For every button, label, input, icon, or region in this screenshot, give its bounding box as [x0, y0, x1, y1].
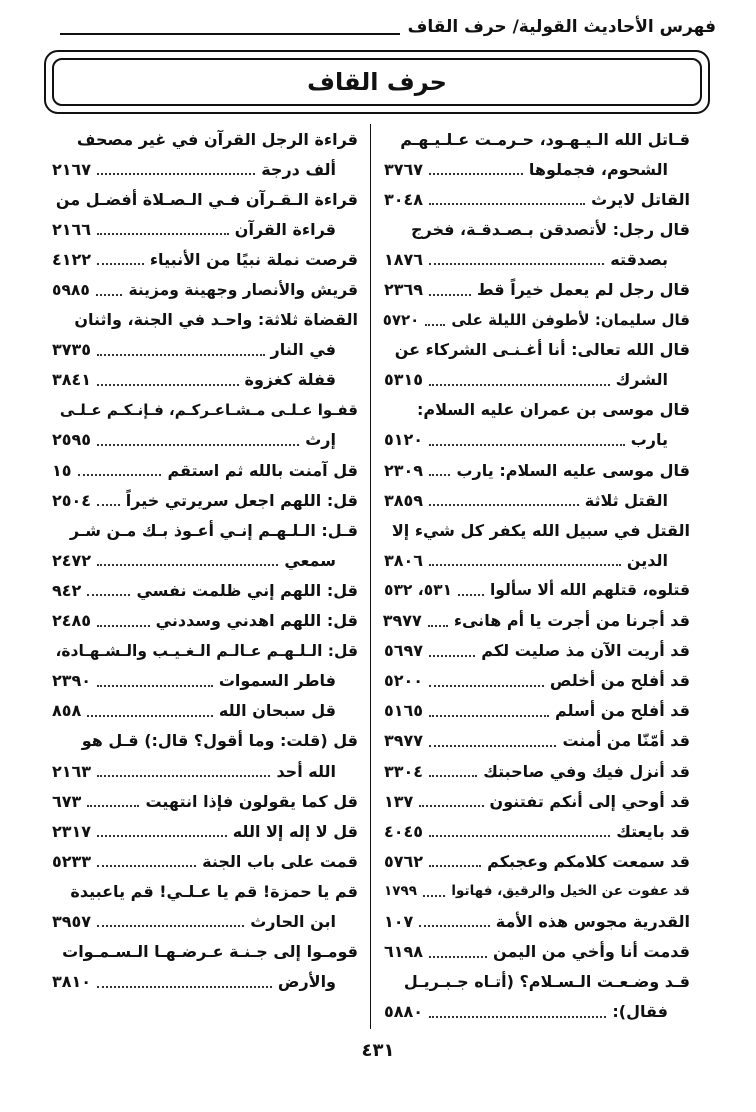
entry-text: الشرك: [615, 370, 668, 390]
entry-number: ٢٤٧٢: [52, 550, 92, 570]
entry-text: قل (قلت: وما أقول؟ قال:) قـل هو: [81, 731, 358, 751]
leader-dots: [458, 584, 484, 596]
leader-dots: [429, 554, 621, 566]
leader-dots: [97, 163, 255, 175]
entry-number: ٢٣٩٠: [52, 671, 92, 691]
entry-number: ٣٩٧٧: [382, 611, 422, 631]
entry-text: قـل: الـلـهـم إنـي أعـوذ بـك مـن شـر: [69, 520, 358, 540]
index-line: [384, 244, 690, 274]
entry-text: قد أنزل فيك وفي صاحبتك: [483, 761, 690, 781]
leader-dots: [87, 795, 139, 807]
entry-number: ١٨٧٦: [384, 249, 424, 269]
entry-number: ٦٧٣: [52, 791, 82, 811]
entry-number: ١٣٧: [384, 791, 414, 811]
entry-text: قال موسى بن عمران عليه السلام:: [417, 400, 690, 420]
entry-number: ٢٣٠٩: [384, 460, 424, 480]
leader-dots: [429, 434, 625, 446]
entry-number: ٥١٢٠: [384, 430, 424, 450]
entry-text: الشحوم، فجملوها: [528, 159, 668, 179]
running-header: [60, 12, 716, 42]
index-line: [384, 335, 690, 365]
entry-number: ١٧٩٩: [384, 883, 417, 900]
leader-dots: [429, 374, 610, 386]
entry-text: قد أفلح من أخلص: [549, 671, 690, 691]
entry-text: قل: اللهم اهدني وسددني: [155, 611, 358, 631]
entry-text: والأرض: [277, 972, 336, 992]
entry-text: قد عفوت عن الخيل والرقيق، فهاتوا: [451, 883, 690, 900]
index-line: [384, 184, 690, 214]
entry-number: ٣٩٥٧: [52, 911, 92, 931]
index-line: [52, 545, 358, 575]
index-line: [52, 906, 358, 936]
leader-dots: [97, 374, 238, 386]
leader-dots: [429, 1006, 606, 1018]
entry-text: قل: اللهم إني ظلمت نفسي: [136, 580, 358, 600]
entry-text: قـد وضـعـت الـسـلام؟ (أتـاه جـبـريـل: [403, 972, 690, 992]
index-line: [52, 455, 358, 485]
leader-dots: [97, 825, 227, 837]
index-line: [384, 545, 690, 575]
leader-dots: [97, 855, 196, 867]
index-line: [384, 124, 690, 154]
index-line: [384, 756, 690, 786]
leader-dots: [425, 314, 445, 326]
leader-dots: [97, 976, 272, 988]
index-line: [384, 816, 690, 846]
index-line: [384, 425, 690, 455]
index-line: [384, 515, 690, 545]
leader-dots: [97, 253, 144, 265]
header-rule: [60, 19, 400, 35]
entry-text: قد سمعت كلامكم وعجبكم: [487, 851, 690, 871]
leader-dots: [428, 615, 448, 627]
entry-text: قم يا حمزة! قم يا عـلـي! قم ياعبيدة: [70, 881, 358, 901]
entry-text: قد أفلح من أسلم: [554, 701, 690, 721]
index-line: [384, 606, 690, 636]
leader-dots: [97, 675, 213, 687]
section-banner: [44, 50, 710, 114]
index-line: [52, 786, 358, 816]
index-line: [52, 696, 358, 726]
leader-dots: [419, 915, 489, 927]
leader-dots: [429, 735, 556, 747]
index-line: [384, 726, 690, 756]
index-line: [52, 636, 358, 666]
entry-number: ٣٨١٠: [52, 972, 92, 992]
index-line: [384, 305, 690, 335]
index-line: [52, 666, 358, 696]
index-line: [52, 846, 358, 876]
entry-number: ٥٣١٥: [384, 370, 424, 390]
index-line: [52, 274, 358, 304]
entry-number: ٣٨٥٩: [384, 490, 424, 510]
leader-dots: [429, 825, 610, 837]
index-line: [52, 335, 358, 365]
entry-number: ٣٧٦٧: [384, 159, 424, 179]
leader-dots: [429, 464, 450, 476]
index-line: [52, 124, 358, 154]
index-line: [52, 425, 358, 455]
column-divider: [370, 124, 371, 1029]
index-line: [384, 967, 690, 997]
entry-text: قرصت نملة نبيًا من الأنبياء: [149, 249, 358, 269]
leader-dots: [429, 855, 481, 867]
index-line: [52, 485, 358, 515]
entry-number: ٢١٦٦: [52, 219, 92, 239]
entry-text: قتلوه، قتلهم الله ألا سألوا: [490, 581, 690, 600]
index-line: [384, 786, 690, 816]
index-line: [52, 575, 358, 605]
entry-text: قل لا إله إلا الله: [232, 821, 358, 841]
entry-text: قل: اللهم اجعل سريرتي خيراً: [125, 490, 358, 510]
leader-dots: [429, 163, 523, 175]
index-line: [52, 305, 358, 335]
entry-number: ٣٨٠٦: [384, 550, 424, 570]
entry-number: ٢٥٩٥: [52, 430, 92, 450]
entry-number: ٥٧٢٠: [382, 310, 420, 329]
entry-number: ٨٥٨: [52, 701, 82, 721]
entry-text: القدرية مجوس هذه الأمة: [495, 911, 690, 931]
index-line: [384, 906, 690, 936]
leader-dots: [419, 795, 483, 807]
section-banner-inner-frame: [52, 58, 702, 106]
leader-dots: [423, 885, 445, 897]
leader-dots: [97, 915, 244, 927]
leader-dots: [97, 434, 299, 446]
leader-dots: [97, 223, 229, 235]
entry-number: ٢١٦٧: [52, 159, 92, 179]
entry-number: ٣٠٤٨: [384, 189, 424, 209]
leader-dots: [429, 645, 475, 657]
entry-number: ٤١٢٢: [52, 249, 92, 269]
index-line: [384, 214, 690, 244]
leader-dots: [97, 554, 278, 566]
entry-number: ٥٦٩٧: [384, 641, 424, 661]
index-line: [52, 395, 358, 425]
leader-dots: [87, 705, 213, 717]
entry-text: قد أمّنّا من أمنت: [562, 731, 690, 751]
entry-number: ٣٧٣٥: [52, 340, 92, 360]
entry-text: قد أجرنا من أجرت يا أم هانىء: [453, 611, 690, 631]
index-line: [52, 244, 358, 274]
entry-text: القاتل لايرث: [591, 189, 690, 209]
leader-dots: [429, 284, 471, 296]
entry-number: ٦١٩٨: [384, 942, 424, 962]
index-line: [52, 214, 358, 244]
leader-dots: [429, 675, 544, 687]
entry-text: قال سليمان: لأطوفن الليلة على: [451, 310, 690, 329]
leader-dots: [429, 494, 579, 506]
index-line: [52, 967, 358, 997]
index-line: [384, 846, 690, 876]
entry-text: قال موسى عليه السلام: يارب: [456, 460, 690, 480]
index-line: [384, 154, 690, 184]
entry-number: ٤٠٤٥: [384, 821, 424, 841]
entry-text: قل آمنت بالله ثم استقم: [167, 460, 358, 480]
running-title: فهرس الأحاديث القولية/ حرف القاف: [407, 17, 716, 37]
index-line: [52, 365, 358, 395]
entry-text: قريش والأنصار وجهينة ومزينة: [128, 280, 358, 299]
leader-dots: [429, 765, 477, 777]
index-line: [384, 636, 690, 666]
entry-text: قفـوا عـلـى مـشـاعـركـم، فـإنـكـم عـلـى: [59, 400, 358, 419]
entry-number: ٢٥٠٤: [52, 490, 92, 510]
entry-text: فاطر السموات: [218, 671, 336, 691]
entry-text: قل: الـلـهـم عـالـم الـغـيـب والـشـهـادة،: [55, 641, 358, 660]
entry-number: ٥٢٣٣: [52, 851, 92, 871]
entry-number: ٥٢٠٠: [384, 671, 424, 691]
entry-number: ٥٣١، ٥٣٢: [384, 581, 453, 600]
entry-number: ٥١٦٥: [384, 701, 424, 721]
index-line: [384, 575, 690, 605]
leader-dots: [429, 193, 585, 205]
entry-text: ألف درجة: [261, 159, 336, 179]
index-line: [52, 876, 358, 906]
entry-text: قل سبحان الله: [218, 701, 336, 721]
leader-dots: [97, 765, 270, 777]
index-line: [52, 726, 358, 756]
entry-text: قدمت أنا وأخي من اليمن: [493, 942, 690, 962]
right-index-column: [384, 124, 690, 1027]
index-line: [52, 606, 358, 636]
section-title: حرف القاف: [307, 68, 447, 96]
page-number: ٤٣١: [361, 1040, 395, 1061]
entry-text: إرث: [305, 430, 336, 450]
entry-number: ٥٩٨٥: [52, 280, 90, 299]
entry-text: قراءة الرجل القرآن في غير مصحف: [76, 129, 358, 149]
entry-text: قد أوحي إلى أنكم تفتنون: [489, 791, 690, 811]
index-line: [52, 816, 358, 846]
entry-text: قومـوا إلى جـنـة عـرضـهـا الـسـمـوات: [62, 942, 358, 962]
leader-dots: [87, 584, 130, 596]
index-line: [384, 937, 690, 967]
entry-text: ابن الحارث: [250, 911, 336, 931]
entry-text: الدين: [626, 550, 668, 570]
index-line: [52, 756, 358, 786]
entry-text: قـاتل الله الـيـهـود، حـرمـت عـلـيـهـم: [400, 129, 690, 149]
leader-dots: [78, 464, 162, 476]
entry-number: ٢٣١٧: [52, 821, 92, 841]
entry-text: قمت على باب الجنة: [202, 851, 358, 871]
index-line: [384, 485, 690, 515]
index-line: [384, 365, 690, 395]
index-line: [384, 666, 690, 696]
entry-text: القضاة ثلاثة: واحـد في الجنة، واثنان: [74, 310, 358, 330]
leader-dots: [97, 615, 150, 627]
left-index-column: [52, 124, 358, 997]
entry-number: ٣٣٠٤: [384, 761, 424, 781]
entry-text: قد بايعتك: [616, 821, 690, 841]
entry-text: يارب: [630, 430, 668, 450]
entry-number: ١٠٧: [384, 911, 414, 931]
leader-dots: [429, 946, 487, 958]
entry-number: ٥٨٨٠: [384, 1002, 424, 1022]
entry-text: سمعي: [284, 550, 336, 570]
entry-text: قد أريت الآن مذ صليت لكم: [481, 641, 690, 661]
entry-text: الله أحد: [276, 761, 336, 781]
entry-number: ٣٨٤١: [52, 370, 92, 390]
index-line: [384, 696, 690, 726]
index-line: [52, 154, 358, 184]
entry-text: قراءة الـقـرآن فـي الـصـلاة أفضـل من: [55, 189, 358, 209]
index-line: [384, 395, 690, 425]
entry-number: ٥٧٦٢: [384, 851, 424, 871]
leader-dots: [96, 284, 123, 296]
entry-number: ٢١٦٣: [52, 761, 92, 781]
entry-text: القتل ثلاثة: [584, 490, 668, 510]
entry-text: القتل في سبيل الله يكفر كل شيء إلا: [391, 520, 690, 540]
leader-dots: [97, 494, 120, 506]
index-line: [384, 274, 690, 304]
entry-number: ٢٤٨٥: [52, 611, 92, 631]
entry-text: قل كما يقولون فإذا انتهيت: [145, 791, 358, 811]
entry-text: قال الله تعالى: أنا أغـنـى الشركاء عن: [394, 340, 690, 360]
index-line: [52, 937, 358, 967]
index-line: [52, 515, 358, 545]
entry-number: ٣٩٧٧: [384, 731, 424, 751]
leader-dots: [429, 253, 604, 265]
entry-text: قراءة القرآن: [234, 219, 336, 239]
entry-text: قال رجل: لأتصدقن بـصـدقـة، فخرج: [410, 219, 690, 239]
entry-number: ٩٤٢: [52, 580, 82, 600]
entry-text: بصدقته: [610, 249, 668, 269]
entry-text: قال رجل لم يعمل خيراً قط: [477, 280, 690, 300]
entry-number: ٢٣٦٩: [384, 280, 424, 300]
entry-text: قفلة كغزوة: [244, 370, 336, 390]
index-line: [384, 997, 690, 1027]
entry-text: فقال):: [612, 1002, 668, 1022]
entry-text: في النار: [270, 340, 336, 360]
index-line: [52, 184, 358, 214]
index-line: [384, 876, 690, 906]
index-line: [384, 455, 690, 485]
leader-dots: [429, 705, 549, 717]
leader-dots: [97, 344, 264, 356]
entry-number: ١٥: [52, 460, 72, 480]
